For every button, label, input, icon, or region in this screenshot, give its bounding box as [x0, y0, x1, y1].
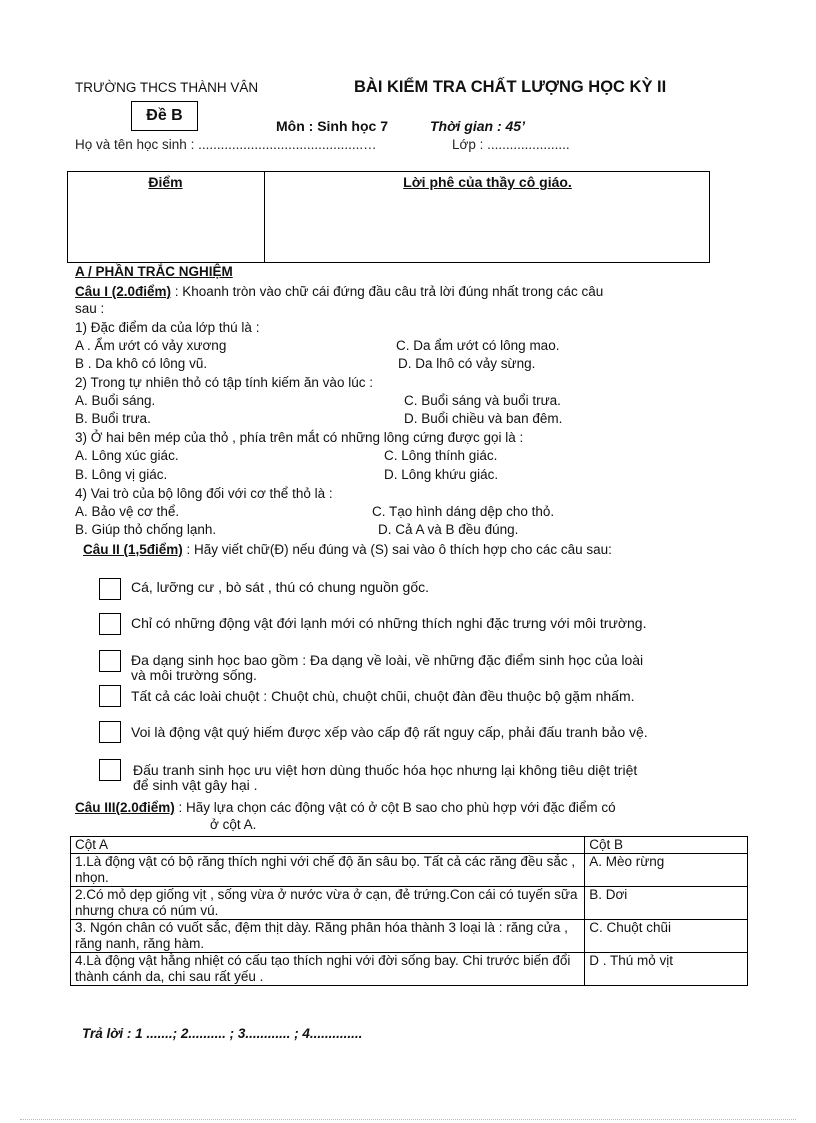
q1-header	[75, 284, 603, 299]
tf-statement-6-line2: để sinh vật gây hại .	[133, 777, 258, 793]
q1-1-option-d[interactable]: D. Da lhô có vảy sừng.	[398, 356, 536, 371]
q1-instruction-cont: sau :	[75, 301, 105, 316]
teacher-comment-label: Lời phê của thầy cô giáo.	[403, 174, 572, 190]
q3-instruction-cont: ở cột A.	[210, 817, 257, 832]
class-field[interactable]: Lớp : ......................	[452, 137, 570, 152]
q1-2-option-b[interactable]: B. Buổi trưa.	[75, 411, 151, 426]
tf-statement-6	[133, 763, 748, 793]
matching-header-row	[71, 837, 748, 854]
column-b-cell: B. Dơi	[585, 887, 748, 920]
school-name: TRƯỜNG THCS THÀNH VÂN	[75, 80, 259, 95]
tf-statement-3-line2: và môi trường sống.	[131, 667, 257, 683]
tf-statement-2-line1: Chỉ có những động vật đới lạnh mới có những thích nghi đặc trưng với môi trường.	[131, 615, 647, 631]
q1-instruction: : Khoanh tròn vào chữ cái đứng đầu câu trả lời đúng nhất trong các câu	[171, 284, 604, 299]
q1-4-option-c[interactable]: C. Tạo hình dáng dệp cho thỏ.	[372, 504, 555, 519]
tf-checkbox-4[interactable]	[99, 685, 121, 707]
tf-statement-3	[131, 653, 746, 683]
tf-checkbox-1[interactable]	[99, 578, 121, 600]
q1-2-option-d[interactable]: D. Buổi chiều và ban đêm.	[404, 411, 563, 426]
tf-statement-4	[131, 689, 746, 704]
answer-line[interactable]: Trả lời : 1 .......; 2.......... ; 3............ ; 4..............	[82, 1026, 363, 1041]
q3-label: Câu III(2.0điểm)	[75, 800, 175, 815]
tf-statement-5	[131, 725, 746, 740]
tf-statement-5-line1: Voi là động vật quý hiếm được xếp vào cấp độ rất nguy cấp, phải đấu tranh bảo vệ.	[131, 724, 648, 740]
subject: Môn : Sinh học 7	[276, 118, 388, 134]
q1-3-option-c[interactable]: C. Lông thính giác.	[384, 448, 498, 463]
q1-2-stem: 2) Trong tự nhiên thỏ có tập tính kiếm ăn vào lúc :	[75, 375, 373, 390]
q1-1-option-a[interactable]: A . Ẩm ướt có vảy xương	[75, 338, 227, 353]
column-b-cell: D . Thú mỏ vịt	[585, 953, 748, 986]
q2-label: Câu II (1,5điểm)	[83, 542, 183, 557]
q1-4-option-b[interactable]: B. Giúp thỏ chống lạnh.	[75, 522, 217, 537]
column-a-cell: 2.Có mỏ dẹp giống vịt , sống vừa ở nước vừa ở cạn, đẻ trứng.Con cái có tuyến sữa nhưng chưa có núm vú.	[71, 887, 585, 920]
tf-checkbox-3[interactable]	[99, 650, 121, 672]
q1-1-stem: 1) Đặc điểm da của lớp thú là :	[75, 320, 260, 335]
q1-2-option-c[interactable]: C. Buổi sáng và buổi trưa.	[404, 393, 561, 408]
exam-title: BÀI KIỂM TRA CHẤT LƯỢNG HỌC KỲ II	[354, 78, 667, 96]
q2-instruction: : Hãy viết chữ(Đ) nếu đúng và (S) sai vào ô thích hợp cho các câu sau:	[182, 542, 612, 557]
table-row	[71, 854, 748, 887]
exam-time: Thời gian : 45’	[430, 118, 525, 134]
table-row	[71, 887, 748, 920]
tf-checkbox-5[interactable]	[99, 721, 121, 743]
table-row	[71, 920, 748, 953]
q1-3-option-b[interactable]: B. Lông vị giác.	[75, 467, 168, 482]
q1-1-option-c[interactable]: C. Da ẩm ướt có lông mao.	[396, 338, 560, 353]
q1-3-option-d[interactable]: D. Lông khứu giác.	[384, 467, 499, 482]
score-label: Điểm	[148, 174, 183, 190]
matching-table	[70, 836, 748, 986]
q1-3-stem: 3) Ở hai bên mép của thỏ , phía trên mắt có những lông cứng được gọi là :	[75, 430, 524, 445]
tf-statement-1-line1: Cá, lưỡng cư , bò sát , thú có chung nguồn gốc.	[131, 579, 429, 595]
column-b-header: Cột B	[585, 837, 748, 854]
tf-statement-2	[131, 616, 746, 631]
column-b-cell: A. Mèo rừng	[585, 854, 748, 887]
q1-1-option-b[interactable]: B . Da khô có lông vũ.	[75, 356, 208, 371]
tf-statement-3-line1: Đa dạng sinh học bao gồm : Đa dạng về loài, về những đặc điểm sinh học của loài	[131, 652, 644, 668]
q1-3-option-a[interactable]: A. Lông xúc giác.	[75, 448, 179, 463]
q1-4-option-d[interactable]: D. Cả A và B đều đúng.	[378, 522, 519, 537]
column-a-cell: 4.Là động vật hằng nhiệt có cấu tạo thích nghi với đời sống bay. Chi trước biến đổi thành cánh da, chi sau rất yếu .	[71, 953, 585, 986]
page-bottom-rule	[20, 1119, 796, 1120]
tf-checkbox-6[interactable]	[99, 759, 121, 781]
column-a-header: Cột A	[71, 837, 585, 854]
q3-instruction: : Hãy lựa chọn các động vật có ở cột B sao cho phù hợp với đặc điểm có	[174, 800, 616, 815]
q1-2-option-a[interactable]: A. Buổi sáng.	[75, 393, 156, 408]
student-name-field[interactable]: Họ và tên học sinh : ............................................…	[75, 137, 377, 152]
tf-checkbox-2[interactable]	[99, 613, 121, 635]
q1-label: Câu I (2.0điểm)	[75, 284, 172, 299]
column-a-cell: 1.Là động vật có bộ răng thích nghi với chế độ ăn sâu bọ. Tất cả các răng đều sắc , nhọn.	[71, 854, 585, 887]
column-a-cell: 3. Ngón chân có vuốt sắc, đệm thịt dày. Răng phân hóa thành 3 loại là : răng cửa , răng nanh, răng hàm.	[71, 920, 585, 953]
q2-header	[83, 542, 612, 557]
tf-statement-6-line1: Đấu tranh sinh học ưu việt hơn dùng thuốc hóa học nhưng lại không tiêu diệt triệt	[133, 762, 638, 778]
section-a-title: A / PHẦN TRẮC NGHIỆM	[75, 264, 233, 279]
tf-statement-1	[131, 580, 746, 595]
q1-4-option-a[interactable]: A. Bảo vệ cơ thể.	[75, 504, 180, 519]
tf-statement-4-line1: Tất cả các loài chuột : Chuột chù, chuột chũi, chuột đàn đều thuộc bộ gặm nhấm.	[131, 688, 635, 704]
q1-4-stem: 4) Vai trò của bộ lông đối với cơ thể thỏ là :	[75, 486, 333, 501]
q3-header	[75, 800, 616, 815]
exam-version-box: Đề B	[131, 101, 198, 131]
column-b-cell: C. Chuột chũi	[585, 920, 748, 953]
table-row	[71, 953, 748, 986]
